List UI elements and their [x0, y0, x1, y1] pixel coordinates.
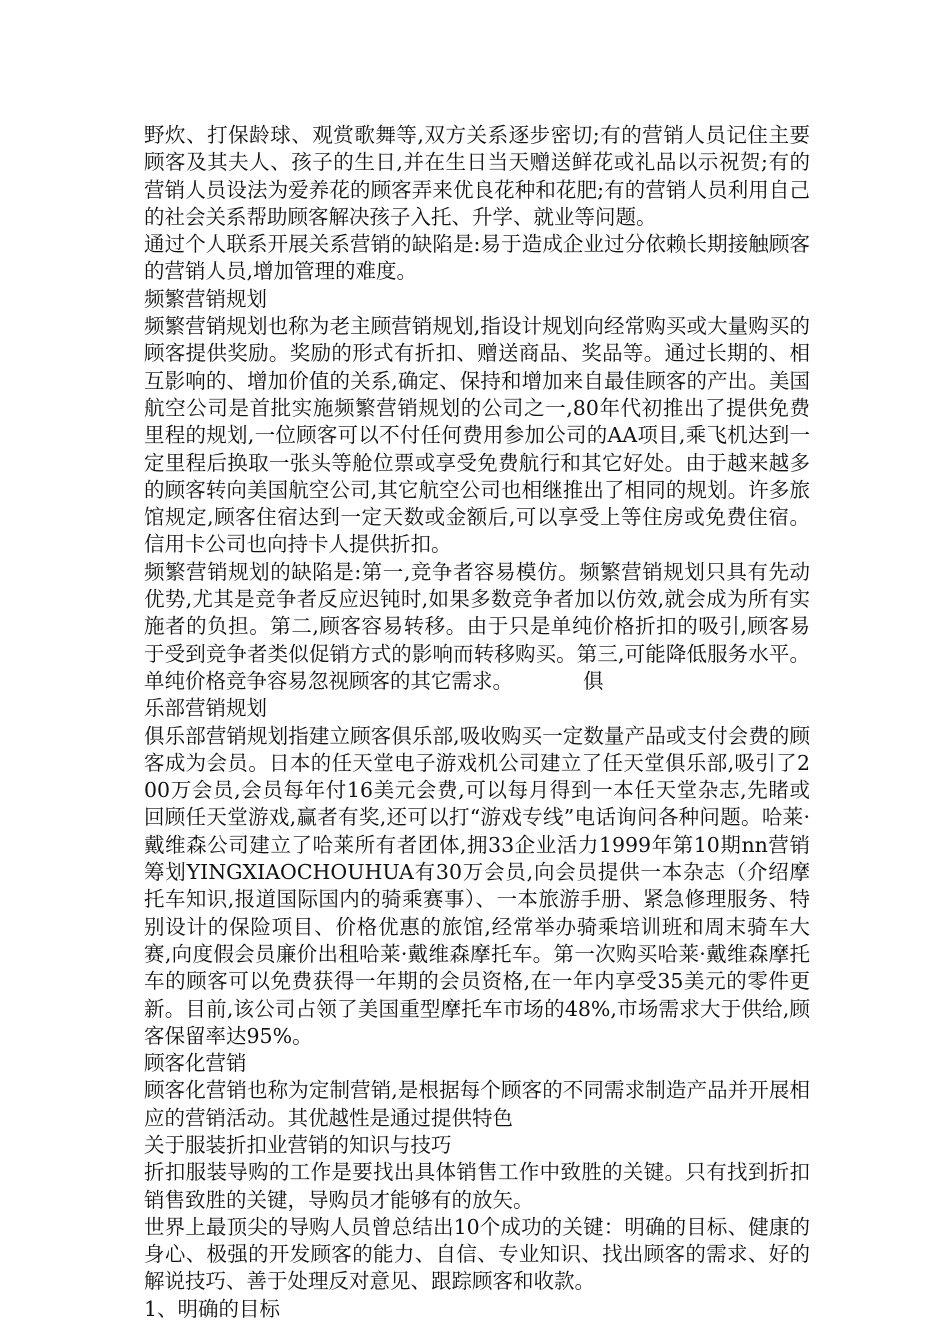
paragraph-frequency-drawback-text: 频繁营销规划的缺陷是:第一,竞争者容易模仿。频繁营销规划只具有先动优势,尤其是竞争者反应迟钝时,如果多数竞争者加以仿效,就会成为所有实施者的负担。第二,顾客容易转移。由于只是单纯价格折扣的吸引,顾客易于受到竞争者类似促销方式的影响而转移购买。第三,可能降低服务水平。单纯价格竞争容易忽视顾客的其它需求。 [144, 559, 810, 693]
paragraph-frequency-marketing: 频繁营销规划也称为老主顾营销规划,指设计规划向经常购买或大量购买的顾客提供奖励。奖励的形式有折扣、赠送商品、奖品等。通过长期的、相互影响的、增加价值的关系,确定、保持和增加来自最佳顾客的产出。美国航空公司是首批实施频繁营销规划的公司之一,80年代初推出了提供免费里程的规划,一位顾客可以不付任何费用参加公司的AA项目,乘飞机达到一定里程后换取一张头等舱位票或享受免费航行和其它好处。由于越来越多的顾客转向美国航空公司,其它航空公司也相继推出了相同的规划。许多旅馆规定,顾客住宿达到一定天数或金额后,可以享受上等住房或免费住宿。信用卡公司也向持卡人提供折扣。 [144, 314, 810, 557]
paragraph-club-marketing: 俱乐部营销规划指建立顾客俱乐部,吸收购买一定数量产品或支付会费的顾客成为会员。日本的任天堂电子游戏机公司建立了任天堂俱乐部,吸引了200万会员,会员每年付16美元会费,可以每月得到一本任天堂杂志,先睹或回顾任天堂游戏,赢者有奖,还可以打“游戏专线”电话询问各种问题。哈莱·戴维森公司建立了哈莱所有者团体,拥33企业活力1999年第10期nn营销筹划YINGXIAOCHOUHUA有30万会员,向会员提供一本杂志（介绍摩托车知识,报道国际国内的骑乘赛事）、一本旅游手册、紧急修理服务、特别设计的保险项目、价格优惠的旅馆,经常举办骑乘培训班和周末骑车大赛,向度假会员廉价出租哈莱·戴维森摩托车。第一次购买哈莱·戴维森摩托车的顾客可以免费获得一年期的会员资格,在一年内享受35美元的零件更新。目前,该公司占领了美国重型摩托车市场的48%,市场需求大于供给,顾客保留率达95%。 [144, 723, 810, 1048]
paragraph-personal-contact-drawback: 通过个人联系开展关系营销的缺陷是:易于造成企业过分依赖长期接触顾客的营销人员,增加管理的难度。 [144, 232, 810, 284]
paragraph-frequency-drawback [144, 559, 810, 695]
heading-club-marketing: 乐部营销规划 [144, 696, 267, 721]
document-body [144, 122, 810, 1323]
heading-customized-marketing: 顾客化营销 [144, 1051, 247, 1076]
heading-clear-goal: 1、明确的目标 [144, 1296, 281, 1321]
heading-discount-apparel: 关于服装折扣业营销的知识与技巧 [144, 1132, 452, 1157]
heading-club-marketing-first-char: 俱 [583, 668, 604, 693]
heading-frequency-marketing: 频繁营销规划 [144, 286, 267, 311]
paragraph-discount-key: 折扣服装导购的工作是要找出具体销售工作中致胜的关键。只有找到折扣销售致胜的关键，导购员才能够有的放矢。 [144, 1160, 810, 1212]
paragraph-customized-marketing: 顾客化营销也称为定制营销,是根据每个顾客的不同需求制造产品并开展相应的营销活动。其优越性是通过提供特色 [144, 1078, 810, 1130]
paragraph-ten-keys: 世界上最顶尖的导购人员曾总结出10个成功的关键：明确的目标、健康的身心、极强的开发顾客的能力、自信、专业知识、找出顾客的需求、好的解说技巧、善于处理反对意见、跟踪顾客和收款。 [144, 1214, 810, 1294]
paragraph-personal-contact: 野炊、打保龄球、观赏歌舞等,双方关系逐步密切;有的营销人员记住主要顾客及其夫人、孩子的生日,并在生日当天赠送鲜花或礼品以示祝贺;有的营销人员设法为爱养花的顾客弄来优良花种和花肥;有的营销人员利用自己的社会关系帮助顾客解决孩子入托、升学、就业等问题。 [144, 123, 810, 229]
